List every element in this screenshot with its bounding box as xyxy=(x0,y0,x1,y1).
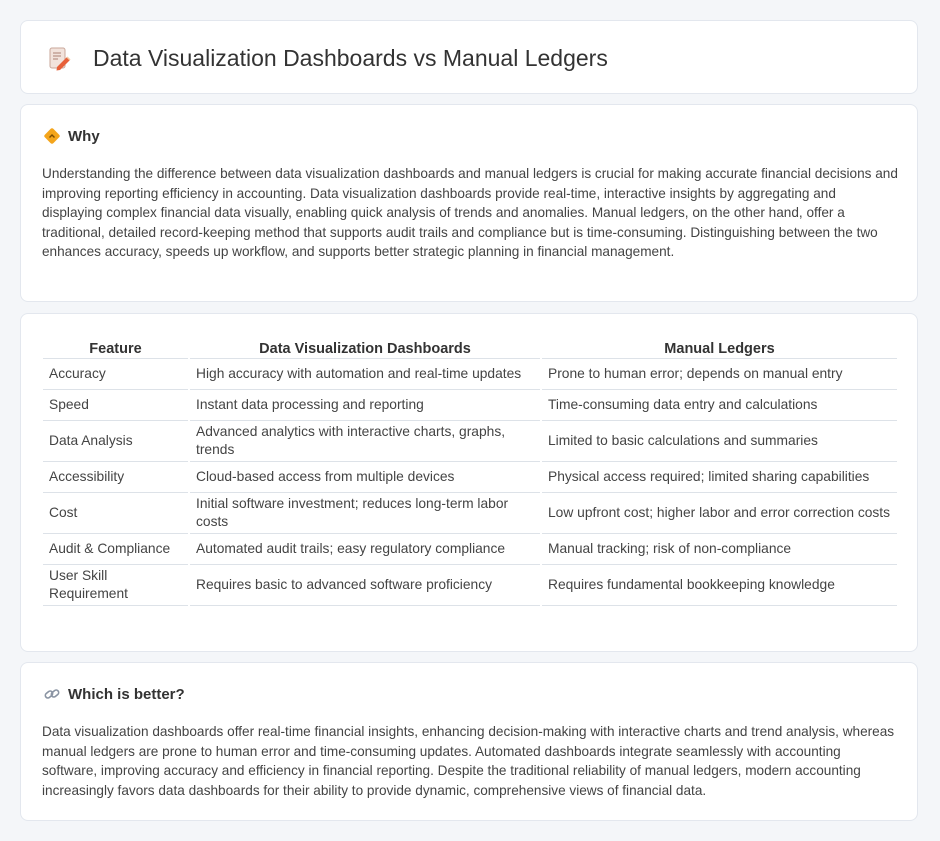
table-row xyxy=(43,359,897,390)
which-better-card xyxy=(20,662,918,821)
cell-dashboards: Cloud-based access from multiple devices xyxy=(190,462,540,493)
header-ledgers: Manual Ledgers xyxy=(542,336,897,359)
cell-dashboards: Advanced analytics with interactive charts, graphs, trends xyxy=(190,421,540,462)
comparison-card xyxy=(20,313,918,652)
cell-feature: Accuracy xyxy=(43,359,188,390)
table-row xyxy=(43,390,897,421)
cell-feature: Speed xyxy=(43,390,188,421)
why-title: Why xyxy=(68,127,100,145)
why-text: Understanding the difference between data visualization dashboards and manual ledgers is crucial for making accurate financial decisions and improving reporting efficiency in accounting. Data visualization dashboards provide real-time, interactive insights by aggregating and displaying complex financial data visually, enabling quick analysis of trends and anomalies. Manual ledgers, on the other hand, offer a traditional, detailed record-keeping method that supports audit trails and compliance but is time-consuming. Distinguishing between the two enhances accuracy, speeds up workflow, and supports better strategic planning in financial management. xyxy=(42,166,898,259)
diamond-signal-icon xyxy=(43,127,61,145)
table-row xyxy=(43,534,897,565)
cell-feature: Cost xyxy=(43,493,188,534)
cell-feature: Data Analysis xyxy=(43,421,188,462)
page-title: Data Visualization Dashboards vs Manual Ledgers xyxy=(93,45,608,71)
better-title: Which is better? xyxy=(68,685,185,703)
header-feature: Feature xyxy=(43,336,188,359)
table-row xyxy=(43,462,897,493)
comparison-table xyxy=(41,336,899,606)
table-row xyxy=(43,493,897,534)
document-pencil-icon xyxy=(47,46,71,72)
link-icon xyxy=(43,685,61,703)
table-row xyxy=(43,421,897,462)
header-card xyxy=(20,20,918,94)
cell-dashboards: Instant data processing and reporting xyxy=(190,390,540,421)
cell-ledgers: Manual tracking; risk of non-compliance xyxy=(542,534,897,565)
why-heading xyxy=(43,127,100,145)
better-text: Data visualization dashboards offer real-time financial insights, enhancing decision-making with interactive charts and trend analysis, whereas manual ledgers are prone to human error and time-consuming updates. Automated dashboards integrate seamlessly with accounting software, improving accuracy and efficiency in financial reporting. Despite the traditional reliability of manual ledgers, modern accounting increasingly favors data dashboards for their ability to provide dynamic, comprehensive views of financial data. xyxy=(42,724,895,798)
better-heading xyxy=(43,685,185,703)
cell-dashboards: Initial software investment; reduces long-term labor costs xyxy=(190,493,540,534)
title-row xyxy=(47,45,608,72)
cell-ledgers: Limited to basic calculations and summaries xyxy=(542,421,897,462)
cell-feature: Accessibility xyxy=(43,462,188,493)
cell-ledgers: Physical access required; limited sharing capabilities xyxy=(542,462,897,493)
cell-dashboards: High accuracy with automation and real-time updates xyxy=(190,359,540,390)
cell-feature: User Skill Requirement xyxy=(43,565,188,606)
cell-dashboards: Requires basic to advanced software proficiency xyxy=(190,565,540,606)
cell-ledgers: Requires fundamental bookkeeping knowledge xyxy=(542,565,897,606)
table-row xyxy=(43,565,897,606)
cell-feature: Audit & Compliance xyxy=(43,534,188,565)
header-dashboards: Data Visualization Dashboards xyxy=(190,336,540,359)
why-card xyxy=(20,104,918,302)
cell-ledgers: Prone to human error; depends on manual entry xyxy=(542,359,897,390)
cell-ledgers: Time-consuming data entry and calculations xyxy=(542,390,897,421)
cell-ledgers: Low upfront cost; higher labor and error correction costs xyxy=(542,493,897,534)
table-header-row xyxy=(43,336,897,359)
cell-dashboards: Automated audit trails; easy regulatory compliance xyxy=(190,534,540,565)
